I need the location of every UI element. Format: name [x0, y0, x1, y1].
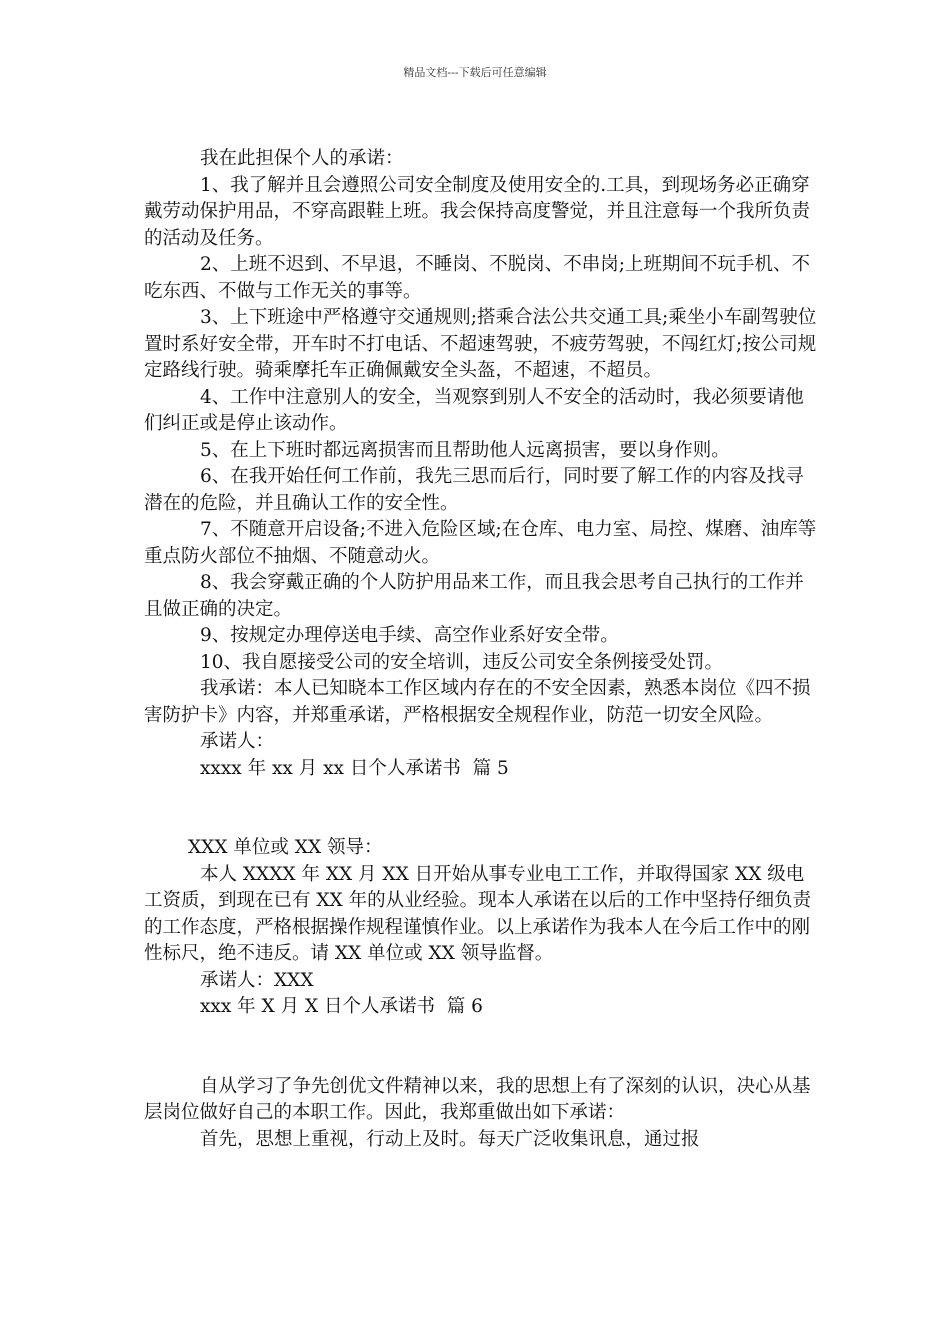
pledge-item-4: 4、工作中注意别人的安全，当观察到别人不安全的活动时，我必须要请他们纠正或是停止该动作。	[144, 386, 804, 434]
pledge-statement: 我承诺：本人已知晓本工作区域内存在的不安全因素，熟悉本岗位《四不损害防护卡》内容，并郑重承诺，严格根据安全规程作业，防范一切安全风险。	[144, 678, 811, 726]
pledge-item-3: 3、上下班途中严格遵守交通规则;搭乘合法公共交通工具;乘坐小车副驾驶位置时系好安全带，开车时不打电话、不超速驾驶，不疲劳驾驶，不闯红灯;按公司规定路线行驶。骑乘摩托车正确佩戴安全头盔，不超速，不超员。	[144, 307, 817, 381]
pledge-item-10: 10、我自愿接受公司的安全培训，违反公司安全条例接受处罚。	[200, 651, 724, 673]
pledge-item-6: 6、在我开始任何工作前，我先三思而后行，同时要了解工作的内容及找寻潜在的危险，并且确认工作的安全性。	[144, 466, 804, 514]
document-body	[144, 146, 819, 1153]
pledge-item-8: 8、我会穿戴正确的个人防护用品来工作，而且我会思考自己执行的工作并且做正确的决定。	[144, 572, 804, 620]
commitment-body: 本人 XXXX 年 XX 月 XX 日开始从事专业电工工作，并取得国家 XX 级电工资质，到现在已有 XX 年的从业经验。现本人承诺在以后的工作中坚持仔细负责的工作态度，严格根据操作规程谨慎作业。以上承诺作为我本人在今后工作中的刚性标尺，绝不违反。请 XX 单位或 XX 领导监督。	[144, 863, 812, 964]
pledge-item-7: 7、不随意开启设备;不进入危险区域;在仓库、电力室、局控、煤磨、油库等重点防火部位不抽烟、不随意动火。	[144, 519, 817, 567]
section-3-first-point: 首先，思想上重视，行动上及时。每天广泛收集讯息，通过报	[200, 1128, 700, 1150]
section-3-intro: 自从学习了争先创优文件精神以来，我的思想上有了深刻的认识，决心从基层岗位做好自己的本职工作。因此，我郑重做出如下承诺：	[144, 1075, 811, 1123]
signer-line: 承诺人：XXX	[200, 969, 314, 991]
date-title-line: xxx 年 X 月 X 日个人承诺书 篇 6	[200, 996, 483, 1017]
signer-line: 承诺人：	[200, 731, 275, 752]
pledge-item-5: 5、在上下班时都远离损害而且帮助他人远离损害，要以身作则。	[200, 439, 730, 461]
section-gap	[144, 782, 819, 835]
date-title-line: xxxx 年 xx 月 xx 日个人承诺书 篇 5	[200, 757, 509, 779]
section-1-intro: 我在此担保个人的承诺：	[200, 148, 404, 169]
pledge-item-2: 2、上班不迟到、不早退，不睡岗、不脱岗、不串岗;上班期间不玩手机、不吃东西、不做与工作无关的事等。	[144, 254, 811, 302]
page-header: 精品文档---下载后可任意编辑	[403, 66, 547, 79]
salutation: XXX 单位或 XX 领导：	[188, 837, 383, 858]
section-gap	[144, 1021, 819, 1074]
pledge-item-9: 9、按规定办理停送电手续、高空作业系好安全带。	[200, 625, 619, 646]
pledge-item-1: 1、我了解并且会遵照公司安全制度及使用安全的.工具，到现场务必正确穿戴劳动保护用品，不穿高跟鞋上班。我会保持高度警觉，并且注意每一个我所负责的活动及任务。	[144, 174, 811, 249]
